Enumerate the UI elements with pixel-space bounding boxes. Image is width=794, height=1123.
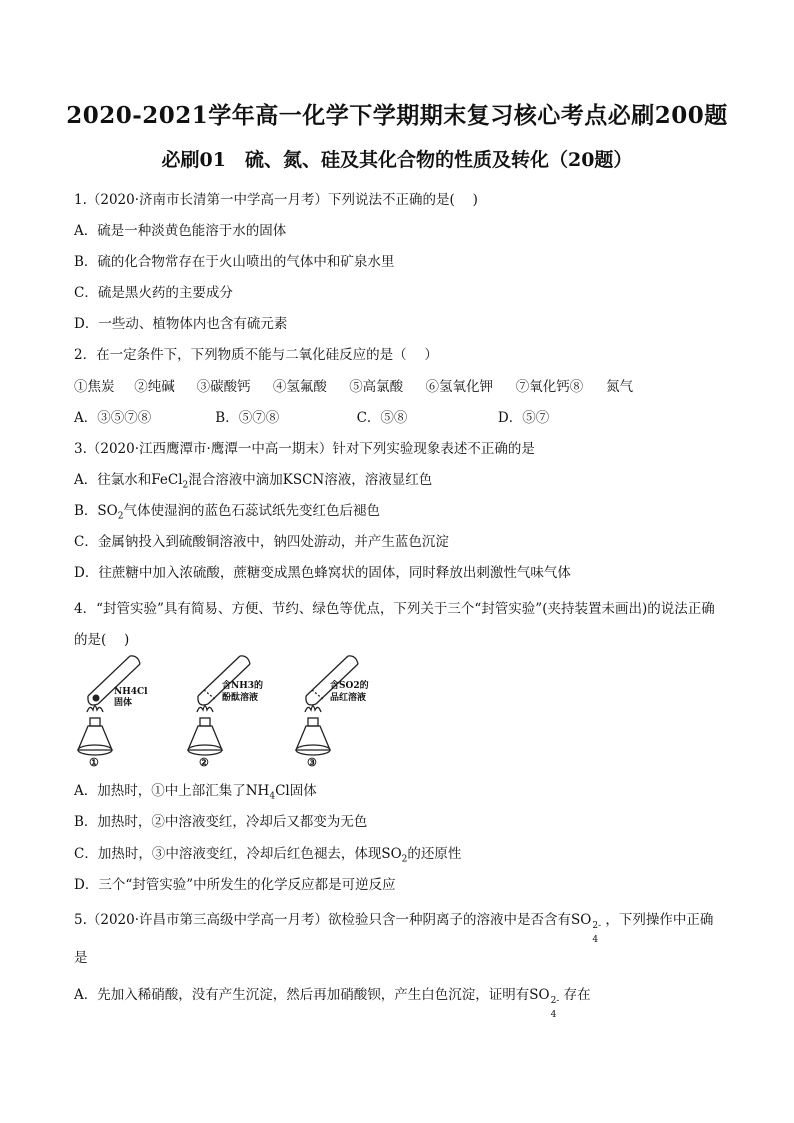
q2-option-d: D．⑤⑦	[497, 410, 550, 426]
fig-number-3: ③	[307, 756, 317, 769]
q2-option-a: A．③⑤⑦⑧	[74, 410, 152, 426]
q3-option-c: C．金属钠投入到硫酸铜溶液中，钠四处游动，并产生蓝色沉淀	[74, 534, 449, 550]
q2-item: 氮气	[606, 379, 634, 395]
q2-item: ③碳酸钙	[196, 379, 251, 395]
alcohol-lamp-3	[296, 706, 330, 755]
q3-a-text: A．往氯水和FeCl	[74, 472, 183, 488]
q4-stem: 4．“封管实验”具有简易、方便、节约、绿色等优点，下列关于三个“封管实验”(夹持装置未画出)的说法正确的是( )	[74, 601, 715, 648]
q3-option-b	[74, 501, 380, 527]
q1-option-b: B．硫的化合物常存在于火山喷出的气体中和矿泉水里	[74, 254, 395, 270]
q5-stem-line2: 是	[74, 950, 88, 966]
fig-label-1b: 固体	[114, 698, 133, 708]
sealed-tube-figure	[70, 652, 390, 770]
fig-number-1: ①	[89, 756, 99, 769]
q2-options	[74, 408, 549, 428]
q2-option-b: B．⑤⑦⑧	[215, 410, 280, 426]
q5-stem-text-end: ，下列操作中正确	[605, 912, 714, 928]
q3-stem: 3.（2020·江西鹰潭市·鹰潭一中高一期末）针对下列实验现象表述不正确的是	[74, 441, 535, 457]
fig-label-1a: NH4Cl	[114, 687, 148, 697]
q2-item: ⑦氧化钙⑧	[515, 379, 584, 395]
fig-label-3a: 含SO2的	[330, 681, 369, 691]
q3-option-d: D．往蔗糖中加入浓硫酸，蔗糖变成黑色蜂窝状的固体，同时释放出刺激性气味气体	[74, 565, 571, 581]
solid-sample-dot	[93, 695, 100, 702]
q3-b-text-end: 气体使湿润的蓝色石蕊试纸先变红色后褪色	[123, 503, 380, 519]
q4-c-subscript: 2	[401, 854, 408, 865]
ion-subscript: 4	[550, 1010, 557, 1020]
q5-a-text: A．先加入稀硝酸，没有产生沉淀，然后再加硝酸钡，产生白色沉淀，证明有SO	[74, 987, 550, 1003]
q2-stem: 2．在一定条件下，下列物质不能与二氧化硅反应的是（ ）	[74, 347, 438, 363]
q2-item: ⑥氢氧化钾	[425, 379, 493, 395]
q4-option-d: D．三个“封管实验”中所发生的化学反应都是可逆反应	[74, 877, 396, 893]
q5-stem-text: 5.（2020·许昌市第三高级中学高一月考）欲检验只含一种阴离子的溶液中是否含有SO	[74, 912, 592, 928]
q5-stem	[74, 910, 714, 945]
q4-option-b: B．加热时，②中溶液变红，冷却后又都变为无色	[74, 814, 368, 830]
alcohol-lamp-2	[188, 706, 222, 755]
fig-label-3b: 品红溶液	[330, 693, 367, 703]
ion-superscript: 2-	[550, 996, 560, 1006]
q4-option-c	[74, 844, 461, 870]
q3-b-subscript: 2	[117, 511, 124, 522]
fig-number-2: ②	[199, 756, 209, 769]
q2-item: ⑤高氯酸	[349, 379, 404, 395]
q2-item: ①焦炭	[74, 379, 115, 395]
q2-item-list	[74, 377, 633, 397]
q5-a-text-end: 存在	[563, 987, 591, 1003]
q1-stem: 1.（2020·济南市长清第一中学高一月考）下列说法不正确的是( )	[74, 192, 478, 208]
q4-a-text-end: Cl固体	[275, 783, 317, 799]
alcohol-lamp-1	[78, 706, 112, 755]
q5-option-a	[74, 985, 591, 1020]
q2-option-c: C．⑤⑧	[356, 410, 408, 426]
q2-item: ②纯碱	[134, 379, 175, 395]
q1-option-a: A．硫是一种淡黄色能溶于水的固体	[74, 223, 287, 239]
q3-option-a	[74, 470, 432, 496]
fig-label-2b: 酚酞溶液	[222, 693, 259, 703]
page-title: 2020-2021学年高一化学下学期期末复习核心考点必刷200题	[66, 102, 728, 129]
q4-c-text: C．加热时，③中溶液变红，冷却后红色褪去，体现SO	[74, 846, 402, 862]
q4-c-text-end: 的还原性	[407, 846, 462, 862]
page-subtitle: 必刷01 硫、氮、硅及其化合物的性质及转化（20题）	[161, 149, 633, 171]
q3-a-text-end: 混合溶液中滴加KSCN溶液，溶液显红色	[188, 472, 433, 488]
q3-a-subscript: 2	[182, 480, 189, 491]
q3-b-text: B．SO	[74, 503, 118, 519]
q2-item: ④氢氟酸	[272, 379, 327, 395]
q4-a-text: A．加热时，①中上部汇集了NH	[74, 783, 270, 799]
ion-subscript: 4	[592, 935, 599, 945]
q4-option-a	[74, 781, 317, 807]
q1-option-c: C．硫是黑火药的主要成分	[74, 285, 233, 301]
fig-label-2a: 含NH3的	[222, 681, 263, 691]
ion-superscript: 2-	[592, 921, 602, 931]
q1-option-d: D．一些动、植物体内也含有硫元素	[74, 316, 288, 332]
q4-a-subscript: 4	[269, 791, 276, 802]
